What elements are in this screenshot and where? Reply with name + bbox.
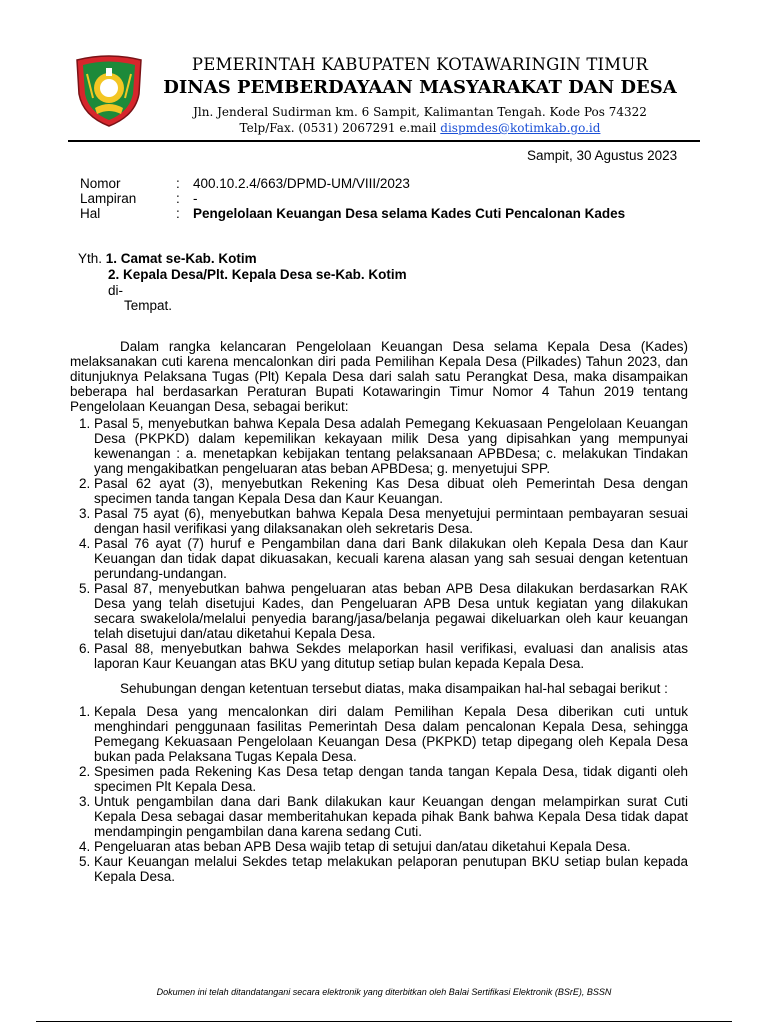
list-item: 3. Untuk pengambilan dana dari Bank dilakukan kaur Keuangan dengan melampirkan surat Cuti Kepala Desa sebagai dasar memberitahukan kepada pihak Bank bahwa Kepala Desa tidak dapat mendampingin pengambilan dana karena sedang Cuti. [94,794,688,839]
list-item: 2. Spesimen pada Rekening Kas Desa tetap dengan tanda tangan Kepala Desa, tidak diganti oleh specimen Plt Kepala Desa. [94,764,688,794]
list-item: 2. Pasal 62 ayat (3), menyebutkan Rekening Kas Desa dibuat oleh Pemerintah Desa dengan specimen tanda tangan Kepala Desa dan Kaur Keuangan. [94,476,688,506]
meta-colon: : [176,191,180,206]
intro-paragraph: Dalam rangka kelancaran Pengelolaan Keuangan Desa selama Kepala Desa (Kades) melaksanakan cuti karena mencalonkan diri pada Pemilihan Kepala Desa (Pilkades) Tahun 2023, dan ditunjuknya Pelaksana Tugas (Plt) Kepala Desa dari salah satu Perangkat Desa, maka disampaikan beberapa hal berdasarkan Peraturan Bupati Kotawaringin Timur Nomor 4 Tahun 2019 tentang Pengelolaan Keuangan Desa, sebagai berikut: [70,339,688,414]
meta-hal [80,206,625,221]
list-item: 5. Pasal 87, menyebutkan bahwa pengeluaran atas beban APB Desa dilakukan berdasarkan RAK Desa yang telah disetujui Kades, dan Pengeluaran APB Desa untuk kegiatan yang dilakukan secara swakelola/melalui penyedia barang/jasa/belanja pegawai dikeluarkan oleh kaur keuangan telah disetujui dan/atau diketahui Kepala Desa. [94,581,688,641]
list-item: 3. Pasal 75 ayat (6), menyebutkan bahwa Kepala Desa menyetujui permintaan pembayaran sesuai dengan hasil verifikasi yang dilaksanakan oleh sekretaris Desa. [94,506,688,536]
agency-contact [150,120,690,136]
hal-value: Pengelolaan Keuangan Desa selama Kades Cuti Pencalonan Kades [193,206,626,221]
list-item: 5. Kaur Keuangan melalui Sekdes tetap melakukan pelaporan penutupan BKU setiap bulan kepada Kepala Desa. [94,854,688,884]
list-item: 4. Pasal 76 ayat (7) huruf e Pengambilan dana dari Bank dilakukan oleh Kepala Desa dan Kaur Keuangan dan tidak dapat dikuasakan, kecuali karena alasan yang sah sesuai dengan ketentuan perundang-undangan. [94,536,688,581]
nomor-label: Nomor [80,176,121,191]
regulation-list [70,416,688,671]
letter-body [70,339,688,884]
meta-lampiran [80,191,625,206]
email-link[interactable]: dispmdes@kotimkab.go.id [440,121,601,135]
letter-date: Sampit, 30 Agustus 2023 [527,148,678,163]
meta-colon: : [176,176,180,191]
agency-address: Jln. Jenderal Sudirman km. 6 Sampit, Kalimantan Tengah. Kode Pos 74322 [193,105,647,119]
hal-label: Hal [80,206,101,221]
lampiran-label: Lampiran [80,191,137,206]
regency-emblem-icon [73,54,145,128]
instruction-list [70,704,688,884]
list-item: 4. Pengeluaran atas beban APB Desa wajib tetap di setujui dan/atau diketahui Kepala Desa. [94,839,688,854]
letter-meta [80,176,625,221]
recipient-block [78,251,407,314]
government-name: PEMERINTAH KABUPATEN KOTAWARINGIN TIMUR [191,55,649,74]
nomor-value: 400.10.2.4/663/DPMD-UM/VIII/2023 [193,176,410,191]
list-item: 1. Kepala Desa yang mencalonkan diri dalam Pemilihan Kepala Desa diberikan cuti untuk menghindari penggunaan fasilitas Pemerintah Desa dalam pencalonan Kepala Desa, sehingga Pemegang Kekuasaan Pengelolaan Keuangan Desa (PKPKD) tetap dipegang oleh Kepala Desa bukan pada Pelaksana Tugas Kepala Desa. [94,704,688,764]
meta-nomor [80,176,625,191]
followup-paragraph: Sehubungan dengan ketentuan tersebut diatas, maka disampaikan hal-hal sebagai berikut : [120,681,668,696]
letterhead [150,54,690,136]
recipient-line-1 [78,251,407,267]
list-item: 1. Pasal 5, menyebutkan bahwa Kepala Desa adalah Pemegang Kekuasaan Pengelolaan Keuangan Desa (PKPKD) dalam kepemilikan kekayaan milik Desa yang dipisahkan yang mempunyai kewenangan : a. menetapkan kebijakan tentang pelaksanaan APBDesa; c. melakukan Tindakan yang mengakibatkan pengeluaran atas beban APBDesa; g. menyetujui SPP. [94,416,688,476]
recipient-2: 2. Kepala Desa/Plt. Kepala Desa se-Kab. Kotim [108,267,407,282]
agency-name: DINAS PEMBERDAYAAN MASYARAKAT DAN DESA [163,77,677,98]
recipient-tempat: Tempat. [124,298,173,313]
esign-footer-note: Dokumen ini telah ditandatangani secara elektronik yang diterbitkan oleh Balai Sertifikasi Elektronik (BSrE), BSSN [156,987,612,997]
yth-label: Yth. [78,251,103,266]
recipient-di: di- [108,283,124,298]
contact-phone: Telp/Fax. (0531) 2067291 e.mail [239,121,441,135]
footer-divider [36,1021,732,1022]
meta-colon: : [176,206,180,221]
lampiran-value: - [193,191,198,206]
letterhead-divider [68,140,700,142]
list-item: 6. Pasal 88, menyebutkan bahwa Sekdes melaporkan hasil verifikasi, evaluasi dan analisis atas laporan Kaur Keuangan atas BKU yang ditutup setiap bulan kepada Kepala Desa. [94,641,688,671]
recipient-1: 1. Camat se-Kab. Kotim [105,251,257,266]
